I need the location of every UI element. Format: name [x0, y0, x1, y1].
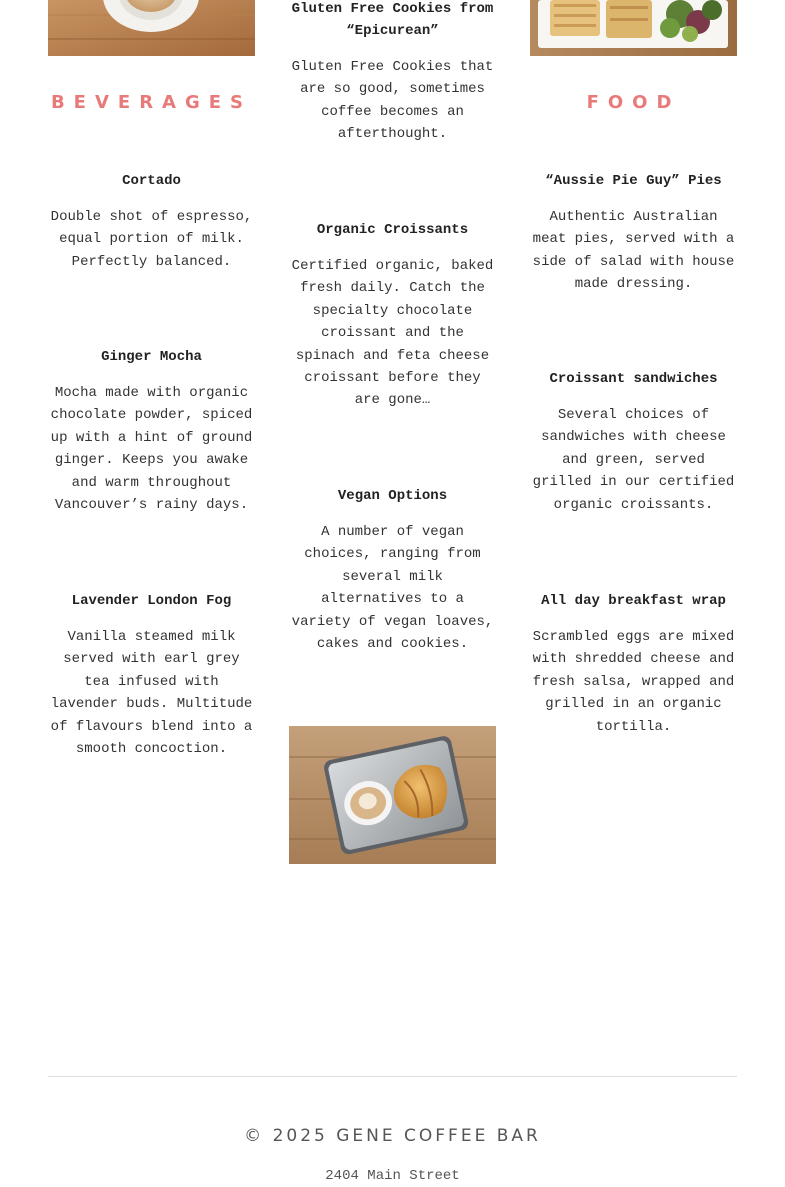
- menu-item: [48, 590, 255, 760]
- menu-item-title: All day breakfast wrap: [541, 593, 726, 609]
- menu-item-description: Double shot of espresso, equal portion of milk. Perfectly balanced.: [50, 209, 253, 270]
- menu-item-title: Organic Croissants: [316, 222, 469, 238]
- menu-item-description: Gluten Free Cookies that are so good, sometimes coffee becomes an afterthought.: [291, 59, 494, 143]
- beverages-heading: BEVERAGES: [50, 92, 253, 113]
- menu-item: [530, 368, 737, 516]
- menu-item-title: “Aussie Pie Guy” Pies: [545, 173, 722, 189]
- menu-item-title: Ginger Mocha: [101, 349, 202, 365]
- menu-item-title: Lavender London Fog: [71, 593, 232, 609]
- sandwich-salad-photo: [530, 0, 737, 56]
- menu-item-title: Gluten Free Cookies from “Epicurean”: [291, 1, 494, 39]
- menu-item: [48, 346, 255, 516]
- menu-item: [530, 170, 737, 296]
- footer-address: 2404 Main Street: [325, 1168, 460, 1184]
- menu-item: [48, 170, 255, 273]
- menu-item-description: Mocha made with organic chocolate powder, spiced up with a hint of ground ginger. Keeps you awake and warm throughout Vancouver’s rainy days.: [50, 385, 253, 514]
- menu-item-title: Cortado: [122, 173, 181, 189]
- menu-item-description: Certified organic, baked fresh daily. Catch the specialty chocolate croissant and the spinach and feta cheese croissant before they are gone…: [291, 258, 494, 409]
- menu-item-description: Several choices of sandwiches with cheese and green, served grilled in our certified organic croissants.: [532, 407, 735, 513]
- croissant-latte-photo: [289, 726, 496, 864]
- menu-item: [289, 0, 496, 146]
- coffee-cup-photo: [48, 0, 255, 56]
- menu-item: [289, 219, 496, 412]
- menu-item-description: Scrambled eggs are mixed with shredded cheese and fresh salsa, wrapped and grilled in an organic tortilla.: [532, 629, 735, 735]
- food-heading: FOOD: [586, 92, 681, 113]
- menu-item-description: A number of vegan choices, ranging from several milk alternatives to a variety of vegan loaves, cakes and cookies.: [291, 524, 494, 653]
- footer-divider: [48, 1076, 737, 1077]
- menu-item-title: Croissant sandwiches: [549, 371, 718, 387]
- footer-copyright: © 2025 GENE COFFEE BAR: [244, 1126, 541, 1146]
- menu-item-title: Vegan Options: [337, 488, 448, 504]
- menu-item-description: Vanilla steamed milk served with earl grey tea infused with lavender buds. Multitude of flavours blend into a smooth concoction.: [50, 629, 253, 758]
- menu-item-description: Authentic Australian meat pies, served with a side of salad with house made dressing.: [532, 209, 735, 293]
- menu-item: [530, 590, 737, 738]
- menu-item: [289, 485, 496, 655]
